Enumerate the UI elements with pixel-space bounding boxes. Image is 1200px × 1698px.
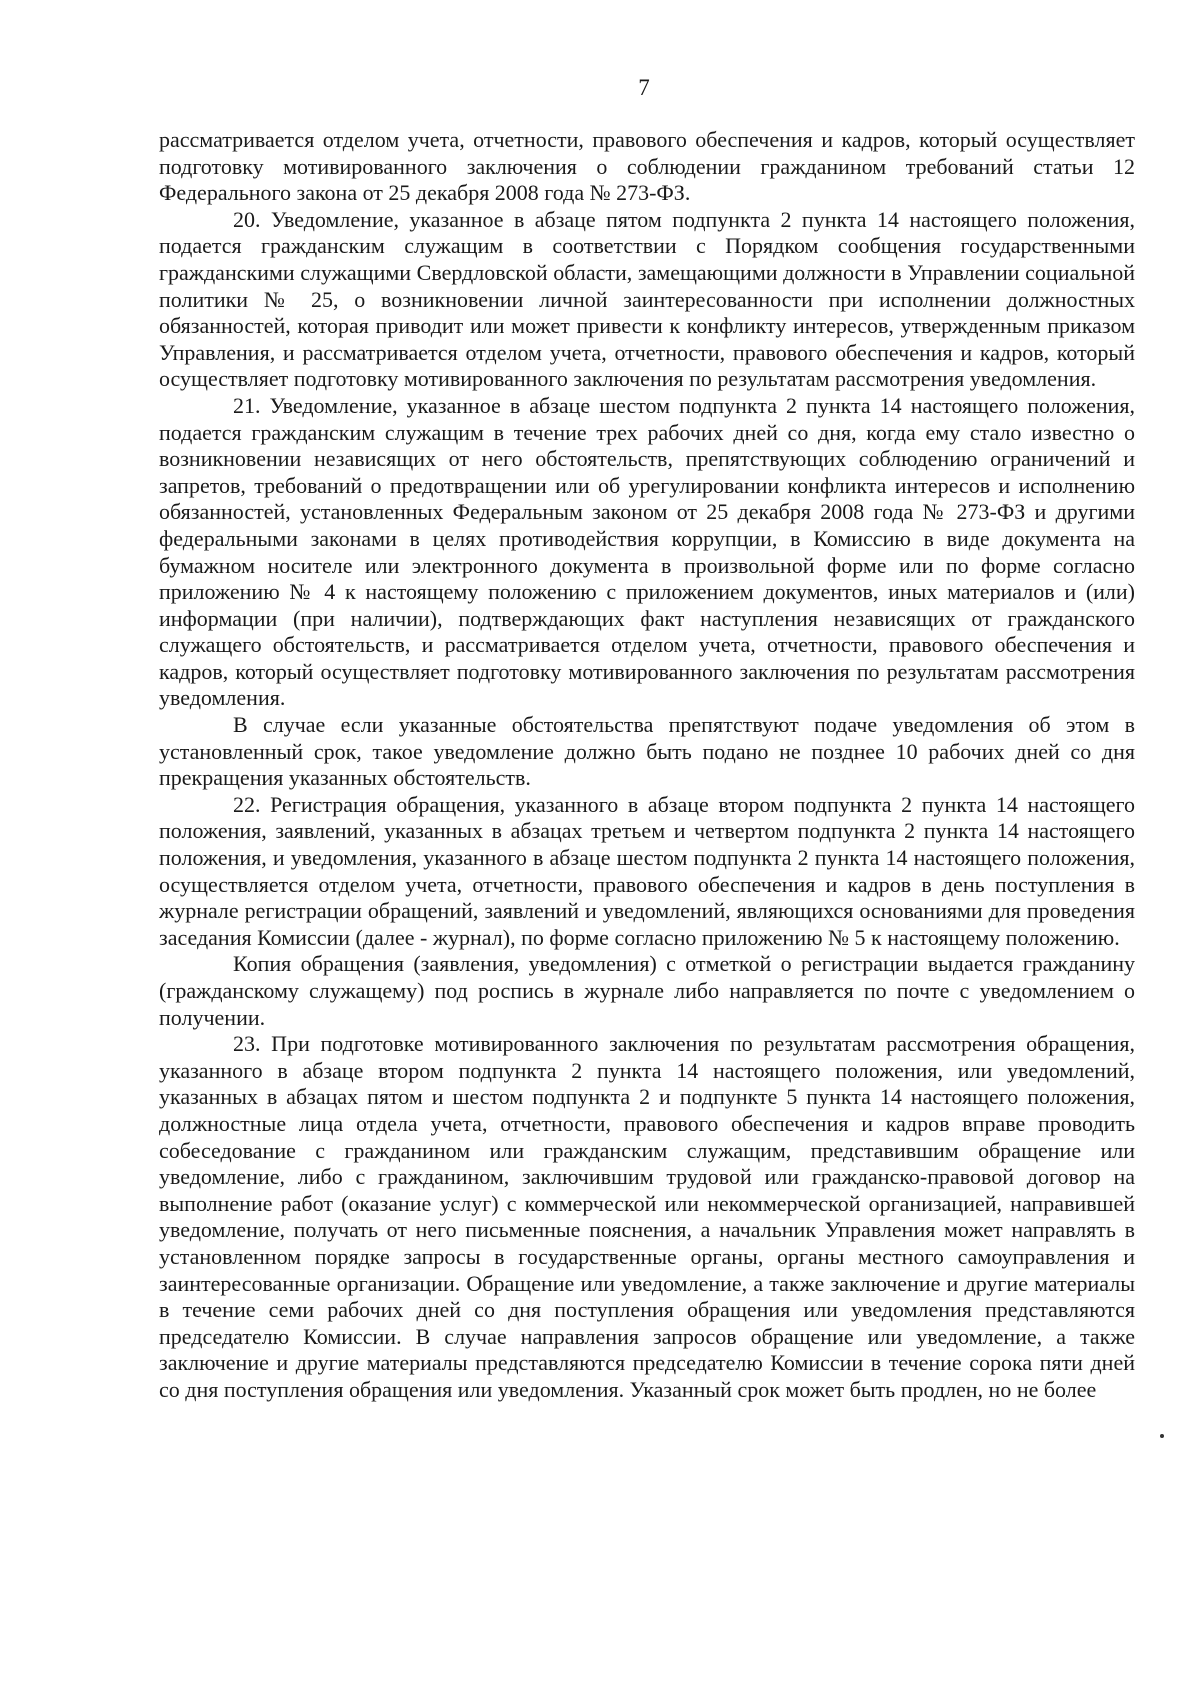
document-body	[159, 127, 1135, 1404]
paragraph-23: 23. При подготовке мотивированного заключения по результатам рассмотрения обращения, указанного в абзаце втором подпункта 2 пункта 14 настоящего положения, или уведомлений, указанных в абзацах пятом и шестом подпункта 2 и подпункте 5 пункта 14 настоящего положения, должностные лица отдела учета, отчетности, правового обеспечения и кадров вправе проводить собеседование с гражданином или гражданским служащим, представившим обращение или уведомление, либо с гражданином, заключившим трудовой или гражданско-правовой договор на выполнение работ (оказание услуг) с коммерческой или некоммерческой организацией, направившей уведомление, получать от него письменные пояснения, а начальник Управления может направлять в установленном порядке запросы в государственные органы, органы местного самоуправления и заинтересованные организации. Обращение или уведомление, а также заключение и другие материалы в течение семи рабочих дней со дня поступления обращения или уведомления представляются председателю Комиссии. В случае направления запросов обращение или уведомление, а также заключение и другие материалы представляются председателю Комиссии в течение сорока пяти дней со дня поступления обращения или уведомления. Указанный срок может быть продлен, но не более	[159, 1031, 1135, 1402]
paragraph-22-copy: Копия обращения (заявления, уведомления) с отметкой о регистрации выдается гражданину (гражданскому служащему) под роспись в журнале либо направляется по почте с уведомлением о получении.	[159, 951, 1135, 1030]
paragraph-19-continuation: рассматривается отделом учета, отчетности, правового обеспечения и кадров, который осуществляет подготовку мотивированного заключения о соблюдении гражданином требований статьи 12 Федерального закона от 25 декабря 2008 года № 273-ФЗ.	[159, 127, 1135, 206]
paragraph-20: 20. Уведомление, указанное в абзаце пятом подпункта 2 пункта 14 настоящего положения, подается гражданским служащим в соответствии с Порядком сообщения государственными гражданскими служащими Свердловской области, замещающими должности в Управлении социальной политики № 25, о возникновении личной заинтересованности при исполнении должностных обязанностей, которая приводит или может привести к конфликту интересов, утвержденным приказом Управления, и рассматривается отделом учета, отчетности, правового обеспечения и кадров, который осуществляет подготовку мотивированного заключения по результатам рассмотрения уведомления.	[159, 206, 1135, 392]
paragraph-22: 22. Регистрация обращения, указанного в абзаце втором подпункта 2 пункта 14 настоящего положения, заявлений, указанных в абзацах третьем и четвертом подпункта 2 пункта 14 настоящего положения, и уведомления, указанного в абзаце шестом подпункта 2 пункта 14 настоящего положения, осуществляется отделом учета, отчетности, правового обеспечения и кадров в день поступления в журнале регистрации обращений, заявлений и уведомлений, являющихся основаниями для проведения заседания Комиссии (далее - журнал), по форме согласно приложению № 5 к настоящему положению.	[159, 791, 1135, 950]
page-number: 7	[638, 75, 650, 100]
paragraph-21-note: В случае если указанные обстоятельства препятствуют подаче уведомления об этом в установленный срок, такое уведомление должно быть подано не позднее 10 рабочих дней со дня прекращения указанных обстоятельств.	[159, 712, 1135, 791]
paragraph-21: 21. Уведомление, указанное в абзаце шестом подпункта 2 пункта 14 настоящего положения, подается гражданским служащим в течение трех рабочих дней со дня, когда ему стало известно о возникновении независящих от него обстоятельств, препятствующих соблюдению ограничений и запретов, требований о предотвращении или об урегулировании конфликта интересов и исполнению обязанностей, установленных Федеральным законом от 25 декабря 2008 года № 273-ФЗ и другими федеральными законами в целях противодействия коррупции, в Комиссию в виде документа на бумажном носителе или электронного документа в произвольной форме или по форме согласно приложению № 4 к настоящему положению с приложением документов, иных материалов и (или) информации (при наличии), подтверждающих факт наступления независящих от гражданского служащего обстоятельств, и рассматривается отделом учета, отчетности, правового обеспечения и кадров, который осуществляет подготовку мотивированного заключения по результатам рассмотрения уведомления.	[159, 392, 1135, 711]
scan-speck	[1160, 1434, 1164, 1438]
